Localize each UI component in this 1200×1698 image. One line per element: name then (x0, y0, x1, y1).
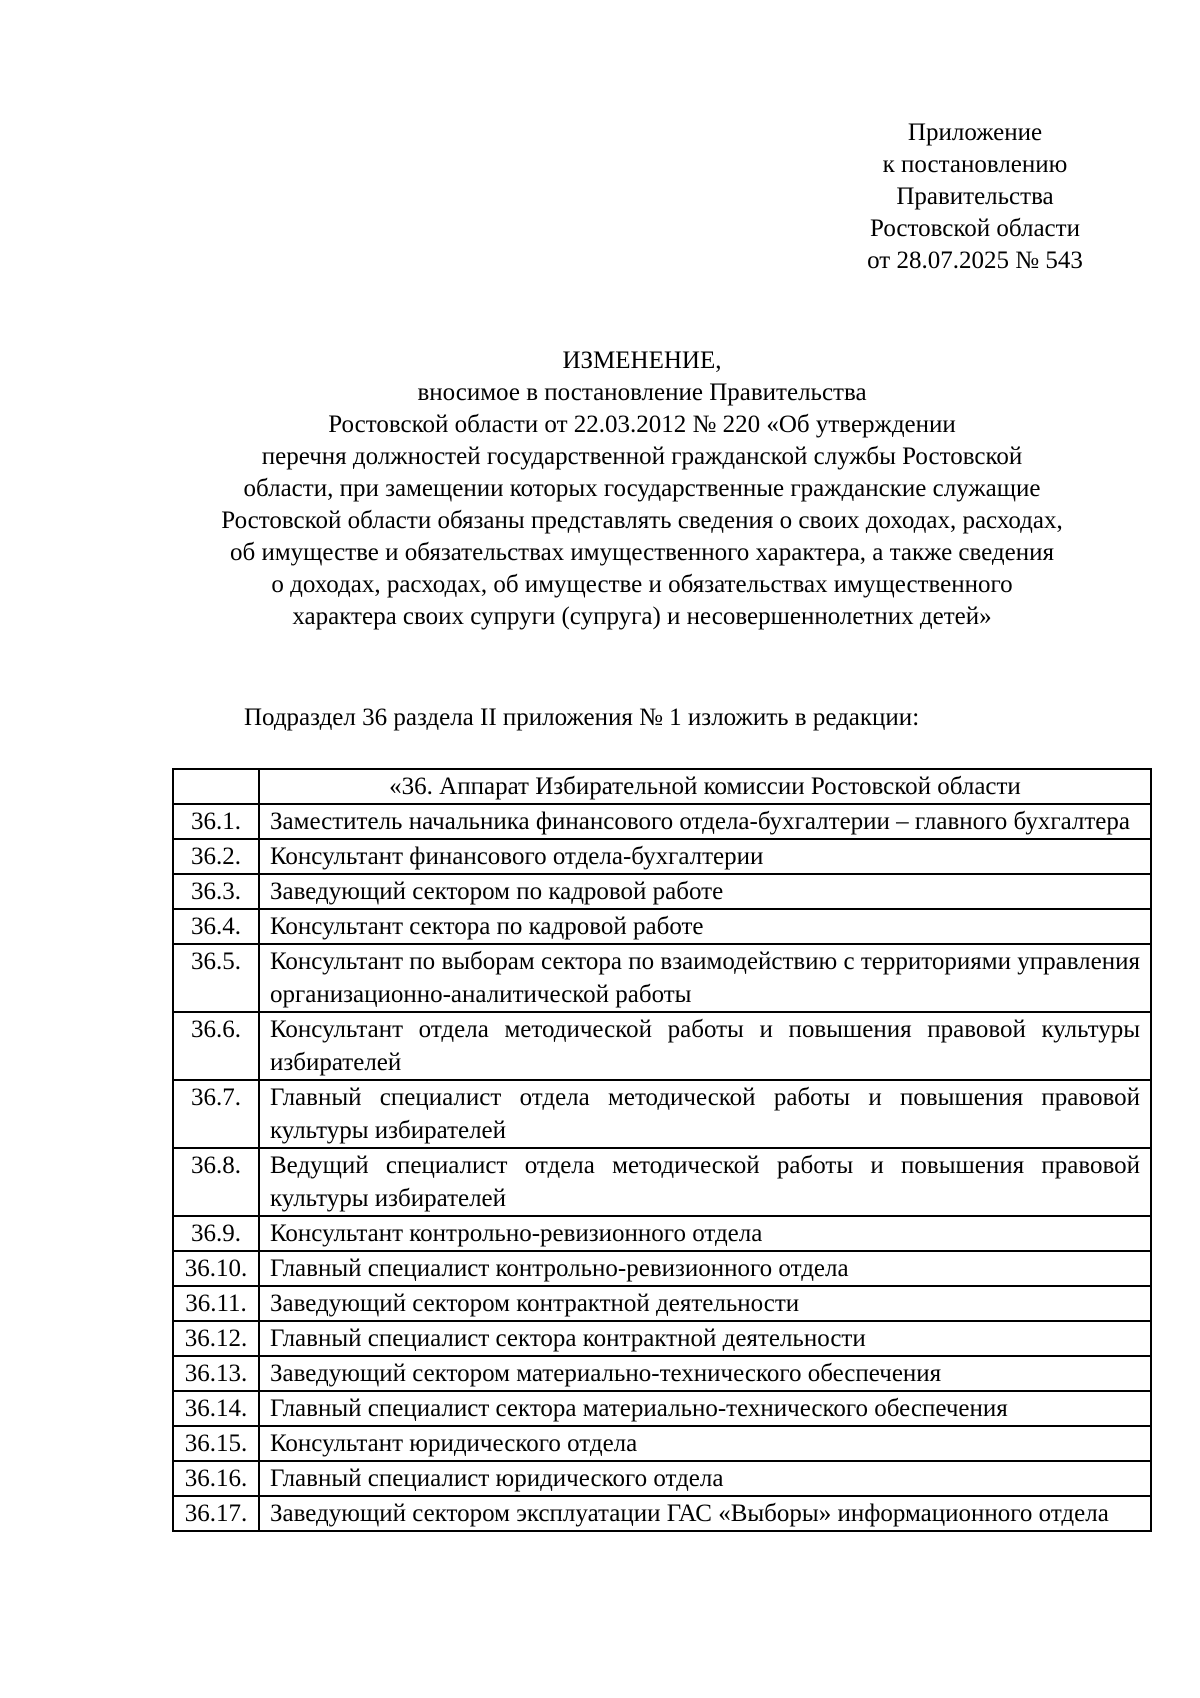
row-number: 36.14. (173, 1391, 259, 1426)
row-position: Главный специалист контрольно-ревизионного отдела (259, 1251, 1151, 1286)
table-row (173, 944, 1151, 1012)
table-row (173, 1286, 1151, 1321)
row-number: 36.2. (173, 839, 259, 874)
row-number: 36.5. (173, 944, 259, 1012)
table-row (173, 1216, 1151, 1251)
document-title (120, 345, 1164, 633)
row-number: 36.3. (173, 874, 259, 909)
title-line: характера своих супруги (супруга) и несовершеннолетних детей» (292, 603, 992, 630)
row-position: Консультант по выборам сектора по взаимодействию с территориями управления организационно-аналитической работы (259, 944, 1151, 1012)
row-number: 36.11. (173, 1286, 259, 1321)
row-position: Главный специалист сектора материально-технического обеспечения (259, 1391, 1151, 1426)
table-row (173, 1148, 1151, 1216)
row-number: 36.4. (173, 909, 259, 944)
row-position: Консультант сектора по кадровой работе (259, 909, 1151, 944)
title-line: Ростовской области от 22.03.2012 № 220 «Об утверждении (328, 411, 956, 438)
title-line: Ростовской области обязаны представлять сведения о своих доходах, расходах, (221, 507, 1063, 534)
positions-table (172, 768, 1152, 1532)
table-row (173, 804, 1151, 839)
row-number: 36.16. (173, 1461, 259, 1496)
row-position: Консультант контрольно-ревизионного отдела (259, 1216, 1151, 1251)
row-position: Заведующий сектором контрактной деятельности (259, 1286, 1151, 1321)
title-line: области, при замещении которых государственные гражданские служащие (243, 475, 1041, 502)
appendix-line: от 28.07.2025 № 543 (867, 247, 1083, 274)
row-position: Консультант финансового отдела-бухгалтерии (259, 839, 1151, 874)
row-position: Главный специалист юридического отдела (259, 1461, 1151, 1496)
table-row (173, 1496, 1151, 1531)
appendix-line: Ростовской области (870, 215, 1080, 242)
appendix-line: к постановлению (882, 151, 1068, 178)
table-row (173, 839, 1151, 874)
row-number: 36.9. (173, 1216, 259, 1251)
table-row (173, 1356, 1151, 1391)
row-position: Заместитель начальника финансового отдела-бухгалтерии – главного бухгалтера (259, 804, 1151, 839)
table-row (173, 1012, 1151, 1080)
intro-paragraph: Подраздел 36 раздела II приложения № 1 изложить в редакции: (244, 704, 920, 731)
table-row (173, 1080, 1151, 1148)
row-position: Главный специалист сектора контрактной деятельности (259, 1321, 1151, 1356)
title-line: перечня должностей государственной гражданской службы Ростовской (261, 443, 1023, 470)
row-number: 36.13. (173, 1356, 259, 1391)
table-row (173, 909, 1151, 944)
title-line: вносимое в постановление Правительства (417, 379, 867, 406)
row-number: 36.6. (173, 1012, 259, 1080)
row-position: Консультант юридического отдела (259, 1426, 1151, 1461)
row-number: 36.1. (173, 804, 259, 839)
appendix-line: Приложение (907, 119, 1043, 146)
table-header-text: «36. Аппарат Избирательной комиссии Ростовской области (259, 769, 1151, 804)
row-position: Заведующий сектором материально-технического обеспечения (259, 1356, 1151, 1391)
row-number: 36.10. (173, 1251, 259, 1286)
table-header-num (173, 769, 259, 804)
appendix-line: Правительства (896, 183, 1054, 210)
row-position: Ведущий специалист отдела методической работы и повышения правовой культуры избирателей (259, 1148, 1151, 1216)
table-row (173, 1251, 1151, 1286)
row-number: 36.12. (173, 1321, 259, 1356)
table-header-row (173, 769, 1151, 804)
table-row (173, 1426, 1151, 1461)
appendix-block (800, 117, 1150, 277)
table-row (173, 874, 1151, 909)
title-line: о доходах, расходах, об имуществе и обязательствах имущественного (271, 571, 1013, 598)
title-heading: ИЗМЕНЕНИЕ, (562, 347, 722, 374)
row-number: 36.15. (173, 1426, 259, 1461)
row-number: 36.17. (173, 1496, 259, 1531)
table-row (173, 1461, 1151, 1496)
title-line: об имуществе и обязательствах имущественного характера, а также сведения (229, 539, 1055, 566)
row-number: 36.8. (173, 1148, 259, 1216)
table-row (173, 1321, 1151, 1356)
row-position: Главный специалист отдела методической работы и повышения правовой культуры избирателей (259, 1080, 1151, 1148)
row-position: Консультант отдела методической работы и повышения правовой культуры избирателей (259, 1012, 1151, 1080)
row-position: Заведующий сектором эксплуатации ГАС «Выборы» информационного отдела (259, 1496, 1151, 1531)
row-number: 36.7. (173, 1080, 259, 1148)
row-position: Заведующий сектором по кадровой работе (259, 874, 1151, 909)
table-row (173, 1391, 1151, 1426)
